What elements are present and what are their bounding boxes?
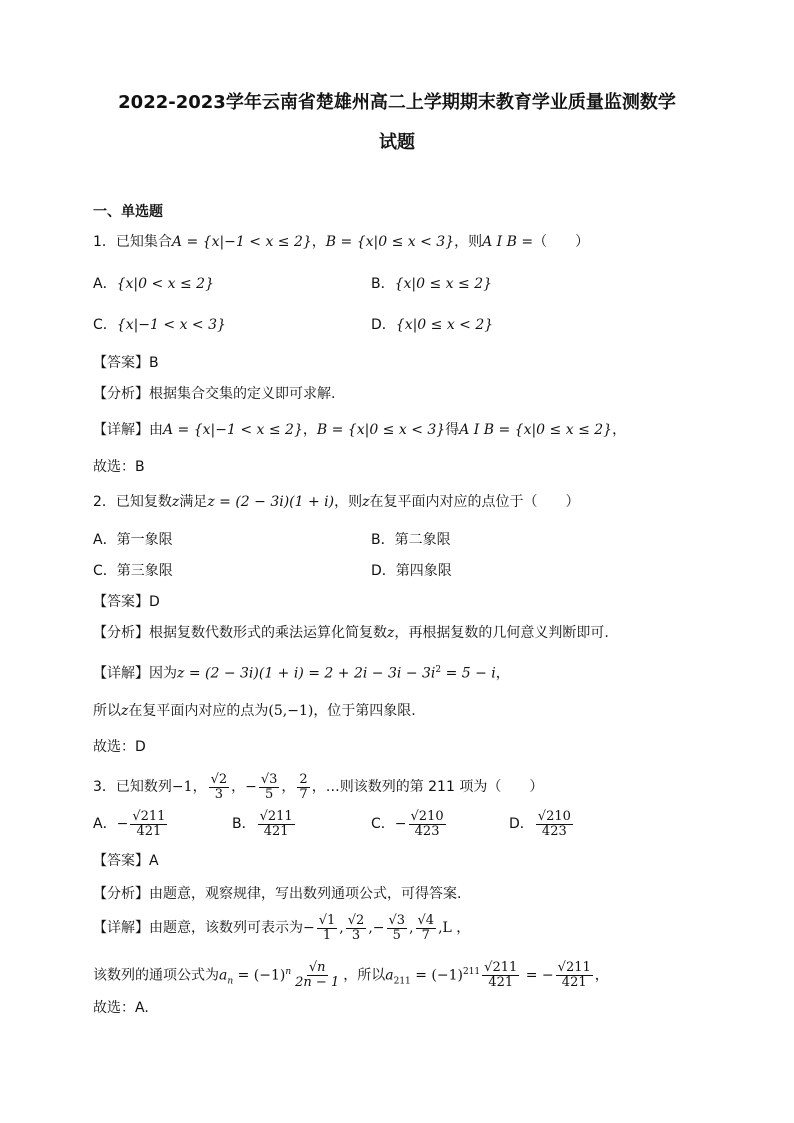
q2-detail-equation-2: = 5 − i — [441, 665, 496, 682]
q3-option-d-num: √210 — [537, 808, 571, 824]
q3-detail-line2 — [93, 955, 609, 998]
q1-conclusion: 故选：B — [93, 459, 145, 475]
q1-detail-end: ， — [612, 422, 627, 438]
q3-term-3-sign: − — [245, 779, 257, 795]
q1-stem-text: 1．已知集合 — [93, 234, 172, 250]
q3-option-d-label: D． — [509, 816, 534, 832]
q3-a211: a — [385, 967, 394, 984]
q3-seq-sign-3: − — [372, 920, 385, 936]
q2-line2-text: 所以 — [93, 703, 121, 719]
q1-option-c-value: {x|−1 < x < 3} — [116, 317, 226, 333]
q3-comma: ， — [192, 779, 207, 795]
q3-line2-end: ， — [594, 967, 609, 984]
q2-line2-text-3: ，位于第四象限. — [313, 703, 416, 719]
q3-an: a — [219, 967, 228, 984]
q3-option-c-frac — [409, 810, 446, 839]
q2-analysis-var-z: z — [387, 625, 395, 641]
q3-an-sup: n — [285, 967, 292, 977]
q3-option-a — [93, 808, 169, 840]
q3-option-c-sign: − — [394, 816, 407, 832]
q1-detail-text: 由 — [149, 422, 163, 438]
q3-seq-term-1-den: 1 — [322, 927, 332, 943]
q1-option-b — [371, 274, 492, 294]
q3-term-2 — [209, 773, 230, 802]
q3-analysis-tag: 【分析】 — [93, 886, 149, 902]
q1-stem — [93, 232, 589, 252]
q3-stem-text-2: ，…则该数列的第 211 项为（ ） — [311, 779, 544, 795]
q3-seq-term-3 — [387, 914, 408, 943]
q3-option-a-label: A． — [93, 816, 117, 832]
q1-option-c-label: C． — [93, 317, 117, 333]
q3-term-3 — [259, 773, 280, 802]
q2-answer: 【答案】D — [93, 594, 160, 610]
q2-line2-text-2: 在复平面内对应的点为 — [128, 703, 269, 719]
q1-detail-text-2: 得 — [445, 422, 460, 438]
q2-stem-text-2: 满足 — [179, 494, 208, 510]
q3-an-eq: = (−1) — [233, 967, 286, 984]
q3-a211-num: √211 — [484, 960, 518, 976]
q3-seq-tail: ,L ， — [438, 920, 471, 936]
q3-an-den: 2n − 1 — [295, 975, 340, 991]
q2-detail-exponent: 2 — [435, 665, 442, 675]
q3-option-c — [371, 808, 448, 840]
q3-option-c-num: √210 — [410, 808, 444, 824]
q1-option-a-value: {x|0 < x ≤ 2} — [116, 276, 214, 292]
q3-seq-sign-1: − — [303, 920, 315, 936]
q3-line2-text-2: ，所以 — [343, 967, 386, 984]
q2-analysis-text-2: ，再根据复数的几何意义判断即可. — [394, 625, 609, 641]
q2-detail-text: 因为 — [149, 665, 177, 682]
q3-a211-sup: 211 — [462, 967, 481, 977]
q3-a211-den: 421 — [488, 975, 514, 991]
q3-seq-term-3-num: √3 — [388, 912, 406, 928]
q1-expr: A I B = — [482, 234, 534, 250]
q1-option-d-label: D． — [371, 317, 396, 333]
q1-analysis-tag: 【分析】 — [93, 386, 149, 402]
q3-stem — [93, 772, 543, 802]
q3-term-4-den: 7 — [299, 786, 308, 802]
q3-a211-num-2: √211 — [557, 960, 591, 976]
q1-analysis — [93, 384, 335, 404]
q3-seq-term-4-num: √4 — [417, 912, 435, 928]
q3-seq-term-4 — [416, 914, 437, 943]
q3-option-a-sign: − — [116, 816, 129, 832]
q3-seq-term-1-num: √1 — [318, 912, 336, 928]
q3-conclusion: 故选：A. — [93, 1000, 149, 1016]
q3-a211-sub: 211 — [393, 976, 411, 987]
q2-analysis-tag: 【分析】 — [93, 625, 149, 641]
doc-title-line1: 2022-2023学年云南省楚雄州高二上学期期末教育学业质量监测数学 — [118, 92, 676, 113]
q3-an-num: √n — [308, 960, 326, 976]
q3-option-c-label: C． — [371, 816, 395, 832]
q1-option-b-label: B． — [371, 276, 395, 292]
q2-equation: z = (2 − 3i)(1 + i) — [207, 494, 335, 510]
doc-title-line2: 试题 — [379, 132, 415, 153]
q2-option-d: D．第四象限 — [371, 563, 452, 579]
q3-option-d-den: 423 — [541, 823, 567, 839]
q3-analysis-text: 由题意，观察规律，写出数列通项公式，可得答案. — [149, 886, 462, 902]
q3-term-2-num: √2 — [210, 771, 228, 787]
q3-seq-term-2 — [346, 914, 367, 943]
q2-analysis-text: 根据复数代数形式的乘法运算化简复数 — [149, 625, 387, 641]
q3-option-c-den: 423 — [414, 823, 440, 839]
q3-term-4 — [297, 773, 309, 802]
q3-line2-text: 该数列的通项公式为 — [93, 967, 219, 984]
q1-stem-text-2: ，则 — [454, 234, 483, 250]
q3-an-frac — [293, 961, 341, 990]
q1-option-a-label: A． — [93, 276, 117, 292]
q1-set-a: A = {x|−1 < x ≤ 2} — [171, 234, 312, 250]
q2-detail-tag: 【详解】 — [93, 665, 149, 682]
q1-detail-sep: ， — [302, 422, 317, 438]
q1-paren: （ ） — [533, 234, 590, 250]
q3-term-3-den: 5 — [265, 786, 274, 802]
q3-option-a-den: 421 — [136, 823, 162, 839]
q1-answer: 【答案】B — [93, 355, 159, 371]
q3-term-4-num: 2 — [299, 771, 308, 787]
q2-option-c: C．第三象限 — [93, 563, 173, 579]
q2-var-z-2: z — [362, 494, 370, 510]
q2-detail-end: ， — [495, 665, 510, 682]
q1-detail-set-b: B = {x|0 ≤ x < 3} — [316, 422, 446, 438]
q3-option-b-den: 421 — [263, 823, 289, 839]
q3-seq-term-2-num: √2 — [347, 912, 365, 928]
q1-sep: ， — [311, 234, 326, 250]
q3-term-1: −1 — [171, 779, 193, 795]
q3-option-a-frac — [130, 810, 167, 839]
q3-a211-frac-2 — [556, 961, 593, 990]
q1-detail-tag: 【详解】 — [93, 422, 149, 438]
q3-a211-eq2: = − — [521, 967, 554, 984]
q3-seq-term-2-den: 3 — [351, 927, 361, 943]
q3-term-3-num: √3 — [260, 771, 278, 787]
q1-analysis-text: 根据集合交集的定义即可求解. — [149, 386, 336, 402]
q2-detail — [93, 660, 510, 684]
q3-seq-term-1 — [317, 914, 338, 943]
q3-answer: 【答案】A — [93, 853, 159, 869]
q3-detail: 【详解】由题意，该数列可表示为− $\frac{√1}{1}$ , $\frac{√2}{3}$ ,− $\frac{√3}{5}$ , $\frac{√4}{7}$ ,L ， — [93, 912, 471, 943]
q3-a211-eq: = (−1) — [410, 967, 463, 984]
q1-detail — [93, 420, 626, 440]
q2-stem-text-4: 在复平面内对应的点位于（ ） — [369, 494, 580, 510]
q1-option-a — [93, 274, 214, 294]
q2-point: (5,−1) — [268, 703, 314, 719]
q2-detail-equation: z = (2 − 3i)(1 + i) = 2 + 2i − 3i − 3i — [177, 665, 436, 682]
q3-option-a-num: √211 — [132, 808, 166, 824]
q2-conclusion: 故选：D — [93, 739, 146, 755]
q3-a211-frac — [482, 961, 519, 990]
q3-option-b-frac — [258, 810, 295, 839]
q1-set-b: B = {x|0 ≤ x < 3} — [325, 234, 455, 250]
q3-detail-tag: 【详解】 — [93, 920, 149, 936]
q3-option-d — [509, 808, 575, 840]
q2-detail-line2 — [93, 701, 416, 721]
q1-option-b-value: {x|0 ≤ x ≤ 2} — [394, 276, 493, 292]
q3-an-sub: n — [227, 976, 234, 987]
q1-detail-result: A I B = {x|0 ≤ x ≤ 2} — [459, 422, 613, 438]
section-heading: 一、单选题 — [93, 204, 163, 220]
q3-detail-text: 由题意，该数列可表示为 — [149, 920, 303, 936]
q1-option-c — [93, 315, 226, 335]
q3-option-b-num: √211 — [259, 808, 293, 824]
q2-line2-var-z: z — [121, 703, 129, 719]
q3-comma-3: ， — [281, 779, 296, 795]
q1-option-d-value: {x|0 ≤ x < 2} — [395, 317, 494, 333]
q3-stem-text: 3．已知数列 — [93, 779, 172, 795]
q3-option-b — [232, 808, 297, 840]
q3-option-d-frac — [536, 810, 573, 839]
q1-option-d — [371, 315, 493, 335]
q2-stem-text-3: ，则 — [334, 494, 363, 510]
q2-analysis — [93, 623, 609, 643]
q3-seq-term-3-den: 5 — [392, 927, 401, 943]
q2-var-z: z — [171, 494, 180, 510]
q3-seq-term-4-den: 7 — [421, 927, 430, 943]
q2-stem — [93, 492, 580, 512]
q1-detail-set-a: A = {x|−1 < x ≤ 2} — [163, 422, 303, 438]
q3-a211-den-2: 421 — [561, 975, 587, 991]
q3-term-2-den: 3 — [214, 786, 223, 802]
q3-comma-2: ， — [231, 779, 246, 795]
q3-analysis — [93, 884, 461, 904]
q3-option-b-label: B． — [232, 816, 256, 832]
q2-option-b: B．第二象限 — [371, 532, 451, 548]
q2-option-a: A．第一象限 — [93, 532, 173, 548]
q2-stem-text: 2．已知复数 — [93, 494, 172, 510]
